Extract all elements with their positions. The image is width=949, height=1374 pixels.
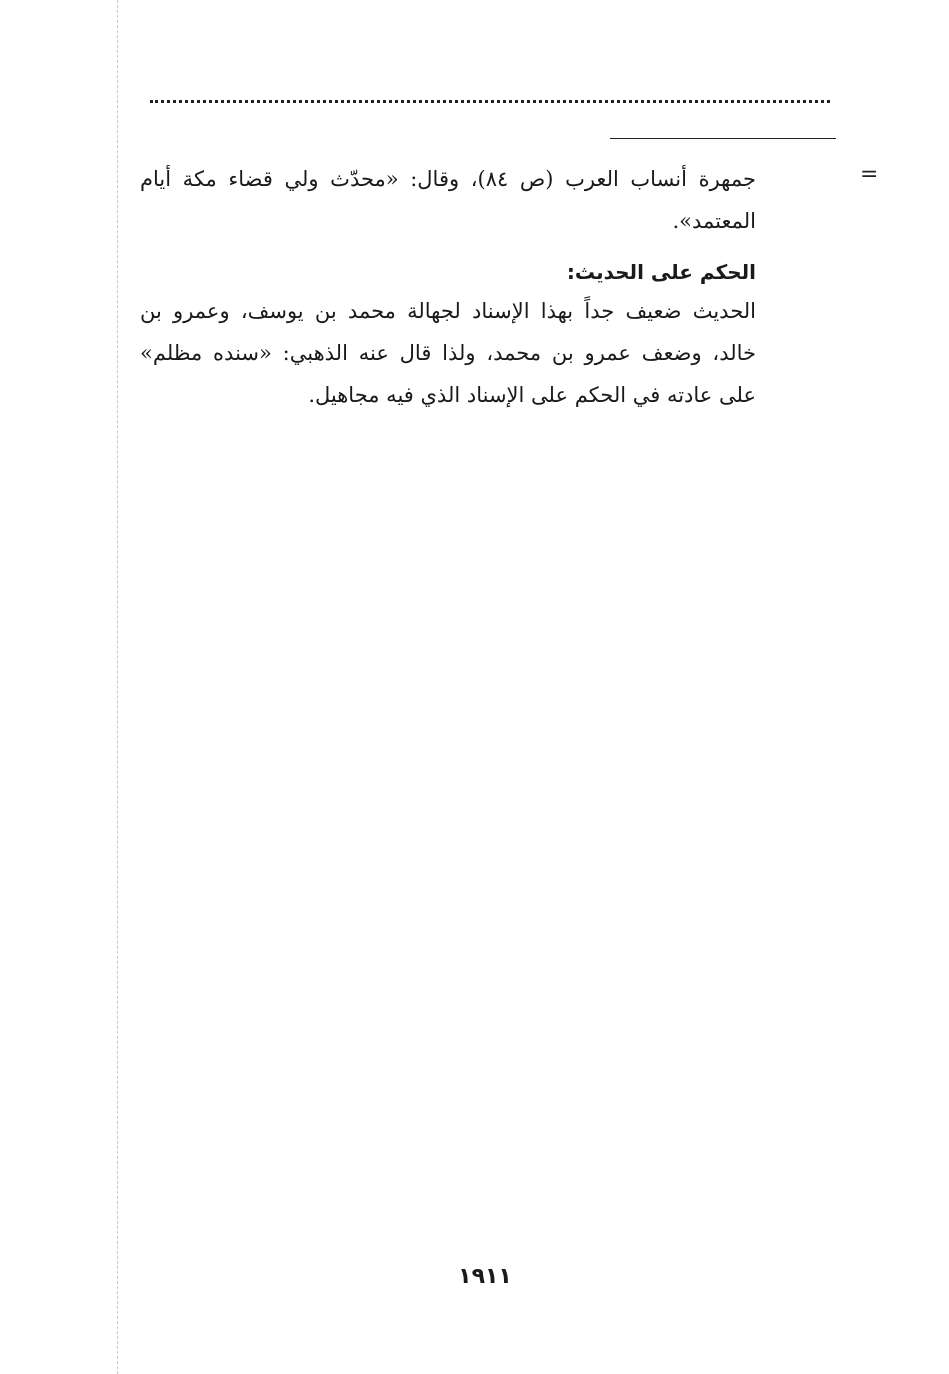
binding-edge-line	[117, 0, 118, 1374]
footnote-rule	[610, 138, 836, 139]
ruling-heading: الحكم على الحديث:	[566, 260, 756, 284]
page-number: ١٩١١	[458, 1264, 512, 1289]
footnote-text: جمهرة أنساب العرب (ص ٨٤)، وقال: «محدّث ولي قضاء مكة أيام المعتمد».	[140, 167, 756, 233]
ruling-text: الحديث ضعيف جداً بهذا الإسناد لجهالة محمد بن يوسف، وعمرو بن خالد، وضعف عمرو بن محمد، ولذا قال عنه الذهبي: «سنده مظلم» على عادته في الحكم على الإسناد الذي فيه مجاهيل.	[140, 299, 756, 407]
footnote-continuation-mark: =	[860, 162, 879, 187]
dotted-separator	[150, 100, 830, 103]
footnote-block	[140, 158, 756, 416]
